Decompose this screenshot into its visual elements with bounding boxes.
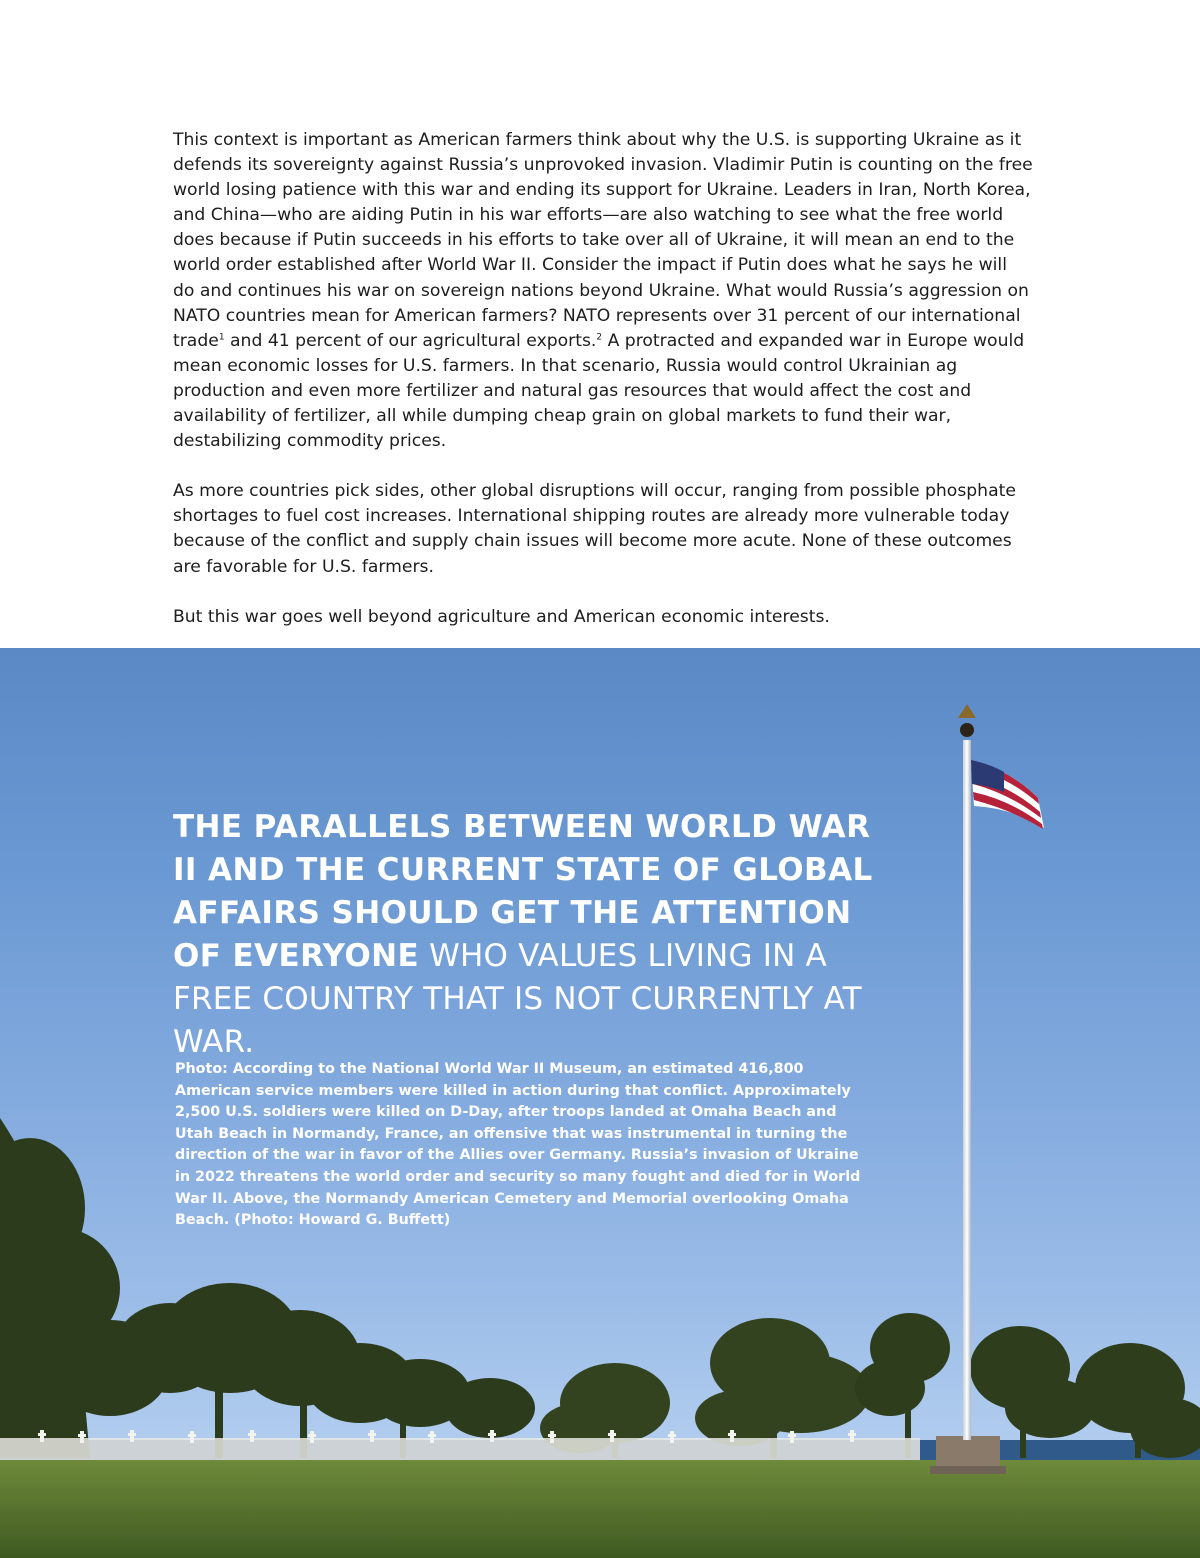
footnote-ref-2[interactable]: 2: [596, 332, 603, 343]
paragraph-1-part-c: A protracted and expanded war in Europe would mean economic losses for U.S. farmers. In that scenario, Russia would control Ukrainian ag production and even more fertilizer and natural gas resources that would affect the cost and availability of fertilizer, all while dumping cheap grain on global markets to fund their war, destabilizing commodity prices.: [173, 330, 1025, 452]
paragraph-1: [173, 128, 1033, 454]
body-text-section: [173, 128, 1033, 655]
pull-quote: [173, 806, 893, 1064]
paragraph-2: As more countries pick sides, other global disruptions will occur, ranging from possible phosphate shortages to fuel cost increases. International shipping routes are already more vulnerable today because of the conflict and supply chain issues will become more acute. None of these outcomes are favorable for U.S. farmers.: [173, 481, 1016, 577]
right-trees: [855, 1313, 1200, 1458]
pull-quote-light: WHO VALUES LIVING IN A FREE COUNTRY THAT IS NOT CURRENTLY AT WAR.: [173, 938, 862, 1060]
paragraph-1-part-b: and 41 percent of our agricultural exports.: [224, 330, 597, 351]
us-flag-icon: [971, 760, 1044, 829]
footnote-ref-1[interactable]: 1: [218, 332, 225, 343]
paragraph-3: But this war goes well beyond agriculture and American economic interests.: [173, 606, 830, 627]
paragraph-1-part-a: This context is important as American farmers think about why the U.S. is supporting Ukraine as it defends its sovereignty against Russia’s unprovoked invasion. Vladimir Putin is counting on the free world losing patience with this war and ending its support for Ukraine. Leaders in Iran, North Korea, and China—who are aiding Putin in his war efforts—are also watching to see what the free world does because if Putin succeeds in his efforts to take over all of Ukraine, it will mean an end to the world order established after World War II. Consider the impact if Putin does what he says he will do and continues his war on sovereign nations beyond Ukraine. What would Russia’s aggression on NATO countries mean for American farmers? NATO represents over 31 percent of our international trade: [173, 130, 1033, 351]
flagpole: [963, 740, 971, 1440]
headstones: [0, 1430, 920, 1460]
flagpole-finial: [960, 723, 974, 737]
photo-feature: [0, 648, 1200, 1558]
photo-caption: Photo: According to the National World War II Museum, an estimated 416,800 American service members were killed in action during that conflict. Approximately 2,500 U.S. soldiers were killed on D-Day, after troops landed at Omaha Beach and Utah Beach in Normandy, France, an offensive that was instrumental in turning the direction of the war in favor of the Allies over Germany. Russia’s invasion of Ukraine in 2022 threatens the world order and security so many fought and died for in World War II. Above, the Normandy American Cemetery and Memorial overlooking Omaha Beach. (Photo: Howard G. Buffett): [175, 1061, 861, 1229]
flagpole-base: [936, 1436, 1000, 1470]
middle-trees: [540, 1318, 870, 1458]
pull-quote-bold: THE PARALLELS BETWEEN WORLD WAR II AND THE CURRENT STATE OF GLOBAL AFFAIRS SHOULD GET THE ATTENTION OF EVERYONE: [173, 809, 873, 974]
cemetery-lawn: [0, 1460, 1200, 1558]
